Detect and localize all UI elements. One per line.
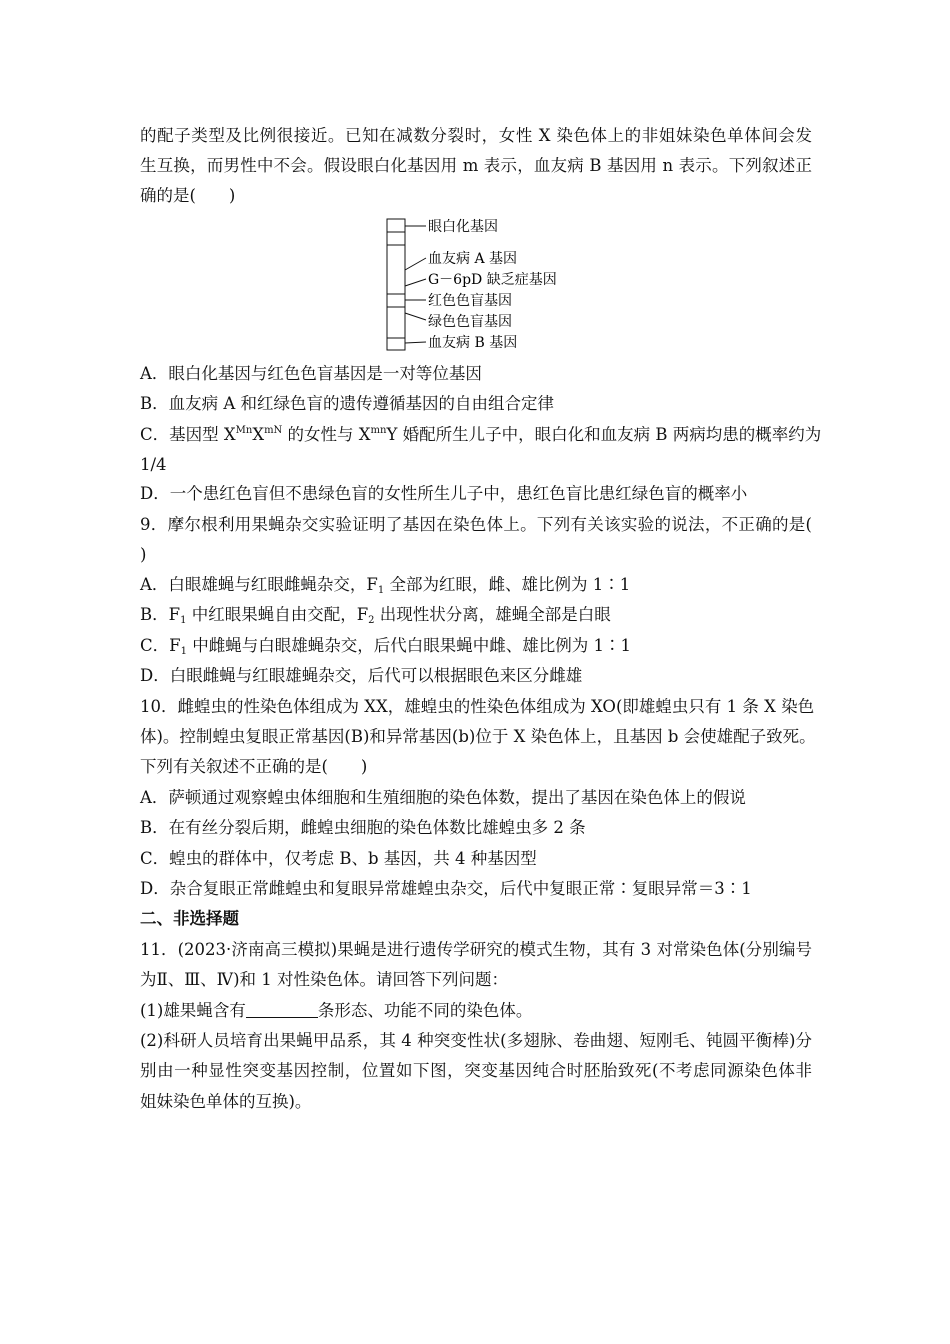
q9-option-b: B．$F_1$ 中红眼果蝇自由交配，$F_2$ 出现性状分离，雄蝇全部是白眼 xyxy=(140,605,611,626)
q9-option-a: A．白眼雄蝇与红眼雌蝇杂交，$F_1$ 全部为红眼，雌、雄比例为 1∶1 xyxy=(140,575,631,596)
q8-option-b: B．血友病 A 和红绿色盲的遗传遵循基因的自由组合定律 xyxy=(140,394,555,413)
intro-line-3: 确的是( ) xyxy=(140,186,236,205)
q9-option-d: D．白眼雌蝇与红眼雄蝇杂交，后代可以根据眼色来区分雌雄 xyxy=(140,666,583,685)
q8-option-a: A．眼白化基因与红色色盲基因是一对等位基因 xyxy=(140,364,482,383)
q10-stem-line-3: 下列有关叙述不正确的是( ) xyxy=(140,757,368,776)
q8-option-c: C．基因型 $X^{Mn}X^{mN}$ 的女性与 $X^{mn}Y$ 婚配所生儿子中，眼白化和血友病 B 两病均患的概率约为 xyxy=(140,425,822,444)
q10-option-c: C．蝗虫的群体中，仅考虑 B、b 基因，共 4 种基因型 xyxy=(140,849,537,868)
q11-stem-line-1: 11．(2023·济南高三模拟)果蝇是进行遗传学研究的模式生物，其有 3 对常染色体(分别编号 xyxy=(140,940,812,959)
gene-label-hemophilia-b: 血友病 B 基因 xyxy=(428,335,518,351)
gene-pointer xyxy=(405,313,426,320)
gene-label-green-blindness: 绿色色盲基因 xyxy=(428,314,512,330)
intro-line-1: 的配子类型及比例很接近。已知在减数分裂时，女性 X 染色体上的非姐妹染色单体间会发 xyxy=(140,126,812,145)
q10-stem-line-1: 10．雌蝗虫的性染色体组成为 XX，雄蝗虫的性染色体组成为 XO(即雄蝗虫只有 1 条 X 染色 xyxy=(140,697,815,716)
answer-blank[interactable] xyxy=(246,1001,318,1018)
gene-pointer xyxy=(405,258,426,270)
section-heading: 二、非选择题 xyxy=(140,909,239,928)
q10-option-d: D．杂合复眼正常雌蝗虫和复眼异常雄蝗虫杂交，后代中复眼正常∶复眼异常＝3∶1 xyxy=(140,879,752,898)
q11-stem-line-2: 为Ⅱ、Ⅲ、Ⅳ)和 1 对性染色体。请回答下列问题： xyxy=(140,970,509,989)
gene-pointer xyxy=(405,342,426,343)
x-chromosome-gene-map xyxy=(384,216,584,356)
q10-option-a: A．萨顿通过观察蝗虫体细胞和生殖细胞的染色体数，提出了基因在染色体上的假说 xyxy=(140,788,746,807)
q11-part-2-line-3: 姐妹染色单体的互换)。 xyxy=(140,1092,312,1111)
q11-part-1: (1)雄果蝇含有 条形态、功能不同的染色体。 xyxy=(140,1001,533,1020)
gene-label-hemophilia-a: 血友病 A 基因 xyxy=(428,251,518,267)
gene-label-g6pd: G－6pD 缺乏症基因 xyxy=(428,272,557,288)
q10-stem-line-2: 体)。控制蝗虫复眼正常基因(B)和异常基因(b)位于 X 染色体上，且基因 b 会使雄配子致死。 xyxy=(140,727,816,746)
q10-option-b: B．在有丝分裂后期，雌蝗虫细胞的染色体数比雄蝗虫多 2 条 xyxy=(140,818,586,837)
q9-stem: 9．摩尔根利用果蝇杂交实验证明了基因在染色体上。下列有关该实验的说法，不正确的是( xyxy=(140,515,812,534)
q8-option-d: D．一个患红色盲但不患绿色盲的女性所生儿子中，患红色盲比患红绿色盲的概率小 xyxy=(140,484,748,503)
q11-part-2-line-1: (2)科研人员培育出果蝇甲品系，其 4 种突变性状(多翅脉、卷曲翅、短刚毛、钝圆平衡棒)分 xyxy=(140,1031,812,1050)
gene-label-albinism: 眼白化基因 xyxy=(428,219,498,235)
gene-label-red-blindness: 红色色盲基因 xyxy=(428,293,512,309)
intro-line-2: 生互换，而男性中不会。假设眼白化基因用 m 表示，血友病 B 基因用 n 表示。下列叙述正 xyxy=(140,156,812,175)
q9-option-c: C．$F_1$ 中雌蝇与白眼雄蝇杂交，后代白眼果蝇中雌、雄比例为 1∶1 xyxy=(140,636,631,657)
q9-stem-continued: ) xyxy=(140,545,147,564)
chromosome-body xyxy=(387,219,405,350)
q8-option-c-continued: 1/4 xyxy=(140,455,167,474)
q11-part-2-line-2: 别由一种显性突变基因控制，位置如下图，突变基因纯合时胚胎致死(不考虑同源染色体非 xyxy=(140,1061,812,1080)
gene-pointer xyxy=(405,279,426,286)
